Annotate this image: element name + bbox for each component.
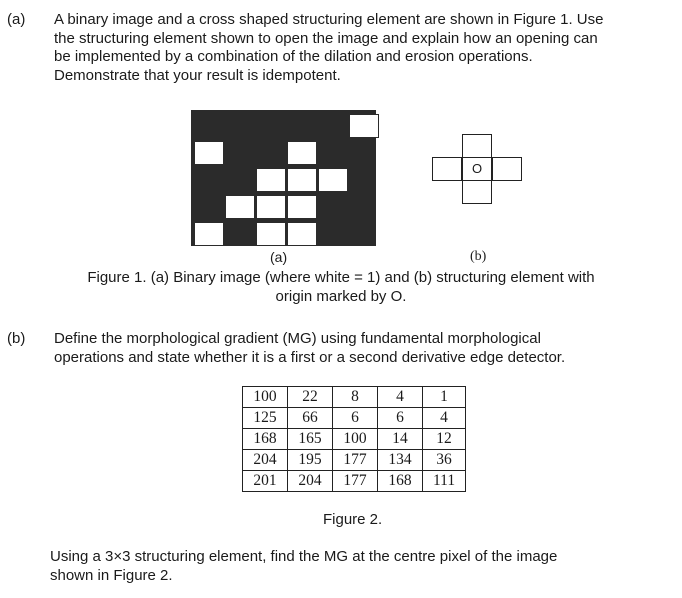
matrix-cell: 125 bbox=[243, 408, 288, 429]
figure-1a-label: (a) bbox=[270, 249, 288, 265]
matrix-cell: 168 bbox=[378, 471, 423, 492]
part-b-line-1: Define the morphological gradient (MG) using fundamental morphological bbox=[54, 330, 541, 347]
part-b-label: (b) bbox=[7, 330, 26, 347]
binary-white-pixel bbox=[287, 141, 317, 165]
binary-image bbox=[191, 110, 376, 246]
binary-white-pixel bbox=[194, 222, 224, 246]
part-a-text bbox=[54, 11, 662, 85]
matrix-cell: 100 bbox=[243, 387, 288, 408]
binary-white-pixel bbox=[287, 222, 317, 246]
structuring-cell bbox=[462, 180, 492, 204]
matrix-cell: 66 bbox=[288, 408, 333, 429]
matrix-cell: 100 bbox=[333, 429, 378, 450]
final-question-line-1: Using a 3×3 structuring element, find the MG at the centre pixel of the image bbox=[50, 548, 558, 565]
matrix-row bbox=[243, 408, 466, 429]
matrix-row bbox=[243, 387, 466, 408]
matrix-cell: 195 bbox=[288, 450, 333, 471]
matrix-cell: 204 bbox=[243, 450, 288, 471]
matrix-cell: 177 bbox=[333, 450, 378, 471]
part-a-line-4: Demonstrate that your result is idempotent. bbox=[54, 66, 341, 84]
figure-1b-label: (b) bbox=[470, 249, 487, 264]
figure-2-matrix bbox=[242, 386, 466, 492]
structuring-cell bbox=[492, 157, 522, 181]
figure-1-caption-line-2: origin marked by O. bbox=[275, 288, 407, 305]
matrix-row bbox=[243, 471, 466, 492]
figure-1-caption bbox=[0, 268, 682, 306]
part-a-line-1: A binary image and a cross shaped structuring element are shown in Figure 1. Use bbox=[54, 11, 604, 28]
binary-white-pixel bbox=[318, 168, 348, 192]
matrix-cell: 111 bbox=[423, 471, 466, 492]
matrix-cell: 134 bbox=[378, 450, 423, 471]
matrix-cell: 4 bbox=[378, 387, 423, 408]
binary-white-pixel bbox=[287, 168, 317, 192]
matrix-cell: 168 bbox=[243, 429, 288, 450]
part-a-line-3: be implemented by a combination of the dilation and erosion operations. bbox=[54, 48, 533, 65]
matrix-cell: 22 bbox=[288, 387, 333, 408]
matrix-row bbox=[243, 450, 466, 471]
matrix-cell: 165 bbox=[288, 429, 333, 450]
matrix-cell: 201 bbox=[243, 471, 288, 492]
part-a-line-2: the structuring element shown to open the image and explain how an opening can bbox=[54, 29, 598, 47]
binary-white-pixel bbox=[194, 141, 224, 165]
matrix-cell: 36 bbox=[423, 450, 466, 471]
structuring-origin-cell: O bbox=[462, 157, 492, 181]
final-question-line-2: shown in Figure 2. bbox=[50, 566, 173, 584]
matrix-cell: 6 bbox=[378, 408, 423, 429]
binary-white-pixel bbox=[256, 222, 286, 246]
matrix-cell: 204 bbox=[288, 471, 333, 492]
matrix-cell: 14 bbox=[378, 429, 423, 450]
binary-white-pixel bbox=[287, 195, 317, 219]
structuring-element bbox=[432, 134, 524, 204]
figure-1-caption-line-1: Figure 1. (a) Binary image (where white = 1) and (b) structuring element with bbox=[87, 269, 595, 286]
matrix-cell: 6 bbox=[333, 408, 378, 429]
matrix-cell: 177 bbox=[333, 471, 378, 492]
binary-white-pixel bbox=[256, 195, 286, 219]
figure-2-caption: Figure 2. bbox=[323, 511, 383, 528]
matrix-cell: 1 bbox=[423, 387, 466, 408]
binary-white-pixel bbox=[349, 114, 379, 138]
binary-white-pixel bbox=[256, 168, 286, 192]
structuring-cell bbox=[462, 134, 492, 158]
matrix-cell: 12 bbox=[423, 429, 466, 450]
part-b-text bbox=[54, 330, 660, 367]
matrix-row bbox=[243, 429, 466, 450]
matrix-cell: 8 bbox=[333, 387, 378, 408]
final-question bbox=[50, 548, 650, 585]
matrix-cell: 4 bbox=[423, 408, 466, 429]
structuring-cell bbox=[432, 157, 462, 181]
part-b-line-2: operations and state whether it is a first or a second derivative edge detector. bbox=[54, 348, 566, 366]
binary-white-pixel bbox=[225, 195, 255, 219]
part-a-label: (a) bbox=[7, 11, 26, 28]
